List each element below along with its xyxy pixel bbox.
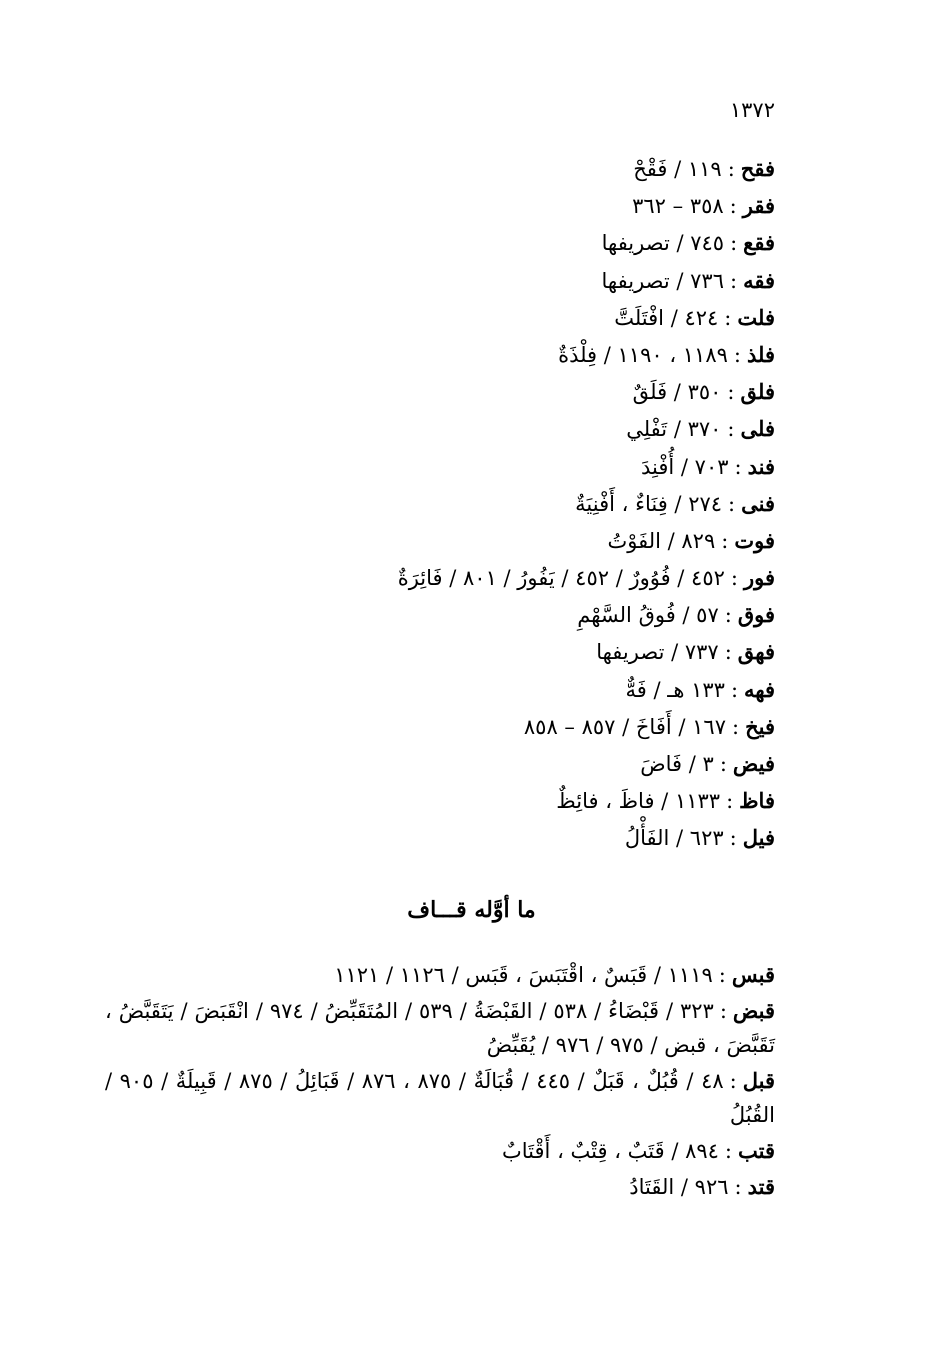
entry-separator: : [729,826,737,851]
entry-text: ٦٢٣ / الفَأْلُ [624,826,724,851]
entry-root: قتد [747,1174,775,1199]
entry-separator: : [724,1139,732,1163]
entry-root: فيض [732,751,775,776]
section-heading: ما أوَّله قـــاف [407,897,536,923]
entry-text: ٧٣٦ / تصريفها [601,268,724,293]
entry-text: ٨٢٩ / الفَوْتُ [607,528,716,553]
entry-separator: : [727,417,735,442]
entry-text: ٢٧٤ / فِنَاءٌ ، أَفْنِيَةٌ [575,491,723,516]
entry-text: ١٦٧ / أَفَاخَ / ٨٥٧ – ٨٥٨ [523,714,726,739]
entry-text: ١١٩ / فَقْحْ [633,157,722,181]
entry-text: ١١٨٩ ، ١١٩٠ / فِلْذَةٌ [558,342,728,367]
list-item [105,522,775,559]
fa-entries-list [105,150,775,857]
entry-root: فيخ [745,713,775,739]
list-item [105,150,775,187]
entry-separator: : [719,999,727,1023]
list-item [105,994,775,1062]
entry-separator: : [730,566,738,591]
entry-separator: : [718,963,726,987]
list-item [105,633,775,670]
list-item [105,224,775,261]
list-item [105,1064,775,1132]
entry-root: قبض [732,998,776,1023]
entry-root: فقع [743,230,775,256]
entry-root: قبس [731,962,775,987]
entry-text: ١٣٣ هـ / فَهٌّ [625,677,725,702]
entry-text: ٧٠٣ / أُفْنِدَ [641,454,729,479]
entry-text: ٤٨ / قُبُلٌ ، قَبَلٌ / ٤٤٥ / قُبَالَةٌ / ٨٧٥ ، ٨٧٦ / قَبَائِلُ / ٨٧٥ / قَبِيلَةٌ / ٩٠٥ / القُبُلُ [105,1069,775,1127]
list-item [105,745,775,782]
entry-root: فيل [742,825,775,851]
entry-text: ١١٣٣ / فاظَ ، فائِظٌ [556,789,721,814]
list-item [105,336,775,373]
entry-separator: : [733,342,741,367]
entry-text: ٧٤٥ / تصريفها [601,231,725,256]
entry-separator: : [730,677,739,702]
entry-text: ٥٧ / فُوقُ السَّهْمِ [577,603,719,628]
entry-root: فلذ [746,341,775,367]
list-item [105,448,775,485]
entry-text: ٣٧٠ / تَفْلِي [626,417,722,442]
entry-root: فقر [742,193,775,219]
list-item [105,708,775,745]
list-item [105,373,775,410]
entry-text: ١١١٩ / قَبَسٌ ، اقْتَبَسَ ، قَبَس / ١١٢٦ / ١١٢١ [334,963,713,987]
entry-separator: : [734,454,742,479]
entry-root: فلت [737,304,775,330]
entry-root: فنى [741,490,775,516]
entry-root: قتب [738,1138,775,1163]
entry-text: ٧٣٧ / تصريفها [596,640,719,665]
entry-root: فوت [734,527,775,553]
entry-root: فند [747,453,775,479]
entry-separator: : [728,491,736,516]
entry-separator: : [729,194,737,219]
entry-root: فوق [737,602,775,628]
entry-text: ٣ / فَاضَ [640,752,714,776]
list-item [105,782,775,819]
list-item [105,1134,775,1168]
entry-text: ٩٢٦ / القَتَادُ [629,1175,729,1199]
entry-separator: : [730,231,738,256]
entry-separator: : [734,1175,742,1199]
entry-root: فلق [740,379,775,405]
entry-separator: : [726,789,734,814]
list-item [105,262,775,299]
entry-separator: : [721,528,729,553]
entry-separator: : [731,714,740,739]
entry-root: فقه [743,267,775,293]
entry-text: ٤٥٢ / فُوُورٌ / ٤٥٢ / يَفُورُ / ٨٠١ / فَائِرَةٌ [397,566,725,591]
entry-root: فهق [737,639,775,665]
entry-text: ٨٩٤ / قَتَبٌ ، قِتْبٌ ، أَقْتَابٌ [502,1139,719,1163]
entry-separator: : [719,752,727,776]
list-item [105,299,775,336]
list-item [105,485,775,522]
entry-separator: : [729,1069,737,1093]
list-item [105,958,775,992]
list-item [105,596,775,633]
entry-separator: : [727,380,735,405]
list-item [105,1170,775,1204]
list-item [105,671,775,708]
entry-text: ٣٢٣ / قَبْضَاءُ / ٥٣٨ / القَبْضَةُ / ٥٣٩ / المُتَقَبِّضُ / ٩٧٤ / انْقَبَضَ / يَتَقَبَّضُ ، تَقَبَّضَ ، قبض / ٩٧٥ / ٩٧٦ / يُقَبِّضُ [105,999,775,1057]
list-item [105,187,775,224]
entry-separator: : [727,157,735,181]
entry-text: ٣٥٠ / فَلَقٌ [632,380,722,405]
entry-root: فقح [740,156,775,181]
entry-text: ٤٢٤ / افْتَلَتَّ [614,305,719,330]
list-item [105,559,775,596]
page-number: ١٣٧٢ [729,98,775,122]
entry-separator: : [730,268,738,293]
entry-separator: : [724,640,732,665]
list-item [105,819,775,856]
entry-root: فاظ [739,788,775,814]
entry-root: قبل [742,1068,775,1093]
entry-separator: : [724,603,732,628]
entry-root: فور [743,565,775,591]
qaf-entries-list [105,958,775,1204]
entry-separator: : [724,305,732,330]
entry-text: ٣٥٨ – ٣٦٢ [632,194,724,219]
entry-root: فلى [740,416,775,442]
list-item [105,410,775,447]
entry-root: فهه [744,676,775,702]
